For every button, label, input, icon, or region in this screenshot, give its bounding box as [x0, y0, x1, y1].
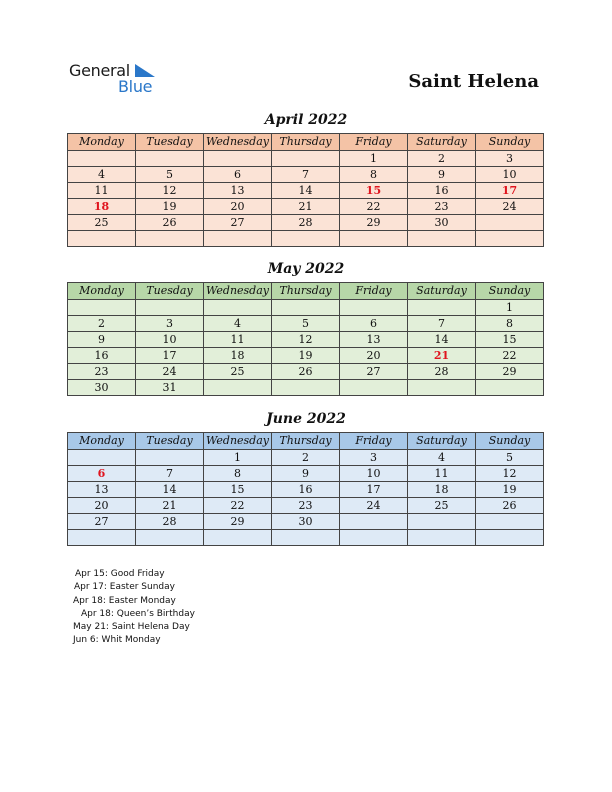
weekday-header: Monday [68, 283, 136, 300]
week-row [68, 380, 544, 396]
empty-day-cell [136, 450, 204, 466]
day-cell: 27 [68, 514, 136, 530]
weekday-header: Friday [340, 283, 408, 300]
weekday-header: Thursday [272, 283, 340, 300]
day-cell: 12 [136, 183, 204, 199]
day-cell: 25 [68, 215, 136, 231]
weekday-header: Saturday [408, 433, 476, 450]
week-row [68, 199, 544, 215]
weekday-header: Tuesday [136, 283, 204, 300]
day-cell: 2 [272, 450, 340, 466]
day-cell: 28 [136, 514, 204, 530]
logo-blue-text: Blue [118, 77, 153, 96]
empty-day-cell [68, 231, 136, 247]
day-cell: 11 [408, 466, 476, 482]
day-cell: 9 [408, 167, 476, 183]
calendar-may [67, 282, 544, 396]
day-cell: 21 [272, 199, 340, 215]
weekday-header: Friday [340, 433, 408, 450]
day-cell: 9 [68, 332, 136, 348]
day-cell: 7 [136, 466, 204, 482]
day-cell: 10 [136, 332, 204, 348]
day-cell: 2 [408, 151, 476, 167]
day-cell: 10 [476, 167, 544, 183]
day-cell: 18 [408, 482, 476, 498]
day-cell: 28 [272, 215, 340, 231]
empty-day-cell [476, 231, 544, 247]
day-cell: 8 [340, 167, 408, 183]
empty-day-cell [476, 380, 544, 396]
holiday-item: Apr 15: Good Friday [75, 569, 165, 579]
empty-day-cell [476, 215, 544, 231]
day-cell: 3 [476, 151, 544, 167]
week-row [68, 332, 544, 348]
empty-day-cell [340, 530, 408, 546]
day-cell: 27 [340, 364, 408, 380]
day-cell: 20 [204, 199, 272, 215]
week-row [68, 498, 544, 514]
day-cell: 13 [340, 332, 408, 348]
weekday-header: Thursday [272, 134, 340, 151]
day-cell: 30 [408, 215, 476, 231]
empty-day-cell [68, 530, 136, 546]
empty-day-cell [68, 450, 136, 466]
week-row [68, 300, 544, 316]
empty-day-cell [136, 300, 204, 316]
day-cell: 5 [272, 316, 340, 332]
day-cell: 15 [204, 482, 272, 498]
empty-day-cell [408, 300, 476, 316]
country-title: Saint Helena [408, 71, 539, 92]
holiday-item: Jun 6: Whit Monday [73, 635, 161, 646]
empty-day-cell [408, 231, 476, 247]
empty-day-cell [204, 231, 272, 247]
day-cell: 4 [68, 167, 136, 183]
day-cell: 28 [408, 364, 476, 380]
day-cell: 26 [272, 364, 340, 380]
holiday-item: Apr 17: Easter Sunday [74, 582, 175, 593]
weekday-header: Saturday [408, 134, 476, 151]
day-cell: 12 [272, 332, 340, 348]
generalblue-logo [69, 61, 164, 97]
holiday-item: Apr 18: Queen’s Birthday [81, 608, 195, 619]
day-cell: 3 [136, 316, 204, 332]
day-cell: 23 [68, 364, 136, 380]
day-cell: 24 [136, 364, 204, 380]
day-cell: 29 [340, 215, 408, 231]
empty-day-cell [136, 151, 204, 167]
day-cell: 30 [272, 514, 340, 530]
empty-day-cell [408, 530, 476, 546]
week-row [68, 364, 544, 380]
day-cell: 19 [272, 348, 340, 364]
day-cell: 18 [204, 348, 272, 364]
empty-day-cell [204, 300, 272, 316]
day-cell: 22 [476, 348, 544, 364]
day-cell: 10 [340, 466, 408, 482]
weekday-header: Sunday [476, 283, 544, 300]
month-title-may: May 2022 [267, 261, 345, 277]
week-row [68, 482, 544, 498]
day-cell: 17 [136, 348, 204, 364]
day-cell: 3 [340, 450, 408, 466]
empty-day-cell [272, 151, 340, 167]
empty-day-cell [476, 530, 544, 546]
empty-day-cell [272, 530, 340, 546]
empty-day-cell [340, 300, 408, 316]
day-cell: 30 [68, 380, 136, 396]
day-cell: 8 [476, 316, 544, 332]
weekday-header-row [68, 283, 544, 300]
day-cell: 26 [136, 215, 204, 231]
day-cell: 25 [204, 364, 272, 380]
weekday-header: Thursday [272, 433, 340, 450]
month-title-june: June 2022 [266, 411, 346, 427]
day-cell: 11 [68, 183, 136, 199]
weekday-header: Monday [68, 134, 136, 151]
weekday-header: Wednesday [204, 283, 272, 300]
day-cell: 2 [68, 316, 136, 332]
weekday-header: Tuesday [136, 433, 204, 450]
weekday-header: Friday [340, 134, 408, 151]
empty-day-cell [340, 231, 408, 247]
day-cell: 14 [408, 332, 476, 348]
holiday-item: May 21: Saint Helena Day [73, 622, 190, 633]
empty-day-cell [136, 530, 204, 546]
week-row [68, 450, 544, 466]
day-cell: 15 [340, 183, 408, 199]
day-cell: 14 [136, 482, 204, 498]
logo-triangle-icon [135, 64, 155, 78]
empty-day-cell [136, 231, 204, 247]
day-cell: 16 [68, 348, 136, 364]
day-cell: 16 [408, 183, 476, 199]
weekday-header: Sunday [476, 134, 544, 151]
empty-day-cell [68, 300, 136, 316]
day-cell: 1 [476, 300, 544, 316]
weekday-header-row [68, 134, 544, 151]
day-cell: 24 [476, 199, 544, 215]
week-row [68, 466, 544, 482]
week-row [68, 167, 544, 183]
day-cell: 17 [340, 482, 408, 498]
day-cell: 25 [408, 498, 476, 514]
month-title-april: April 2022 [264, 112, 348, 128]
day-cell: 20 [68, 498, 136, 514]
day-cell: 24 [340, 498, 408, 514]
weekday-header: Wednesday [204, 433, 272, 450]
day-cell: 21 [136, 498, 204, 514]
day-cell: 13 [68, 482, 136, 498]
week-row [68, 348, 544, 364]
week-row [68, 530, 544, 546]
weekday-header: Wednesday [204, 134, 272, 151]
day-cell: 1 [204, 450, 272, 466]
day-cell: 18 [68, 199, 136, 215]
logo-general-text: General [69, 61, 130, 80]
day-cell: 12 [476, 466, 544, 482]
weekday-header: Tuesday [136, 134, 204, 151]
calendar-june [67, 432, 544, 546]
empty-day-cell [272, 380, 340, 396]
day-cell: 23 [272, 498, 340, 514]
day-cell: 6 [340, 316, 408, 332]
day-cell: 21 [408, 348, 476, 364]
empty-day-cell [204, 380, 272, 396]
day-cell: 29 [476, 364, 544, 380]
day-cell: 5 [476, 450, 544, 466]
weekday-header: Saturday [408, 283, 476, 300]
day-cell: 8 [204, 466, 272, 482]
day-cell: 4 [204, 316, 272, 332]
week-row [68, 316, 544, 332]
week-row [68, 231, 544, 247]
week-row [68, 514, 544, 530]
day-cell: 31 [136, 380, 204, 396]
day-cell: 14 [272, 183, 340, 199]
day-cell: 7 [408, 316, 476, 332]
day-cell: 22 [340, 199, 408, 215]
week-row [68, 151, 544, 167]
day-cell: 26 [476, 498, 544, 514]
day-cell: 15 [476, 332, 544, 348]
day-cell: 13 [204, 183, 272, 199]
empty-day-cell [68, 151, 136, 167]
day-cell: 22 [204, 498, 272, 514]
day-cell: 23 [408, 199, 476, 215]
day-cell: 19 [476, 482, 544, 498]
day-cell: 11 [204, 332, 272, 348]
day-cell: 19 [136, 199, 204, 215]
holiday-list [73, 568, 195, 648]
weekday-header-row [68, 433, 544, 450]
empty-day-cell [340, 514, 408, 530]
day-cell: 1 [340, 151, 408, 167]
empty-day-cell [340, 380, 408, 396]
day-cell: 6 [68, 466, 136, 482]
day-cell: 16 [272, 482, 340, 498]
holiday-item: Apr 18: Easter Monday [73, 595, 176, 606]
empty-day-cell [408, 514, 476, 530]
week-row [68, 215, 544, 231]
empty-day-cell [272, 300, 340, 316]
day-cell: 4 [408, 450, 476, 466]
day-cell: 9 [272, 466, 340, 482]
weekday-header: Monday [68, 433, 136, 450]
empty-day-cell [204, 151, 272, 167]
day-cell: 27 [204, 215, 272, 231]
day-cell: 20 [340, 348, 408, 364]
day-cell: 6 [204, 167, 272, 183]
day-cell: 5 [136, 167, 204, 183]
empty-day-cell [408, 380, 476, 396]
empty-day-cell [272, 231, 340, 247]
day-cell: 7 [272, 167, 340, 183]
day-cell: 29 [204, 514, 272, 530]
weekday-header: Sunday [476, 433, 544, 450]
empty-day-cell [476, 514, 544, 530]
week-row [68, 183, 544, 199]
empty-day-cell [204, 530, 272, 546]
day-cell: 17 [476, 183, 544, 199]
calendar-april [67, 133, 544, 247]
